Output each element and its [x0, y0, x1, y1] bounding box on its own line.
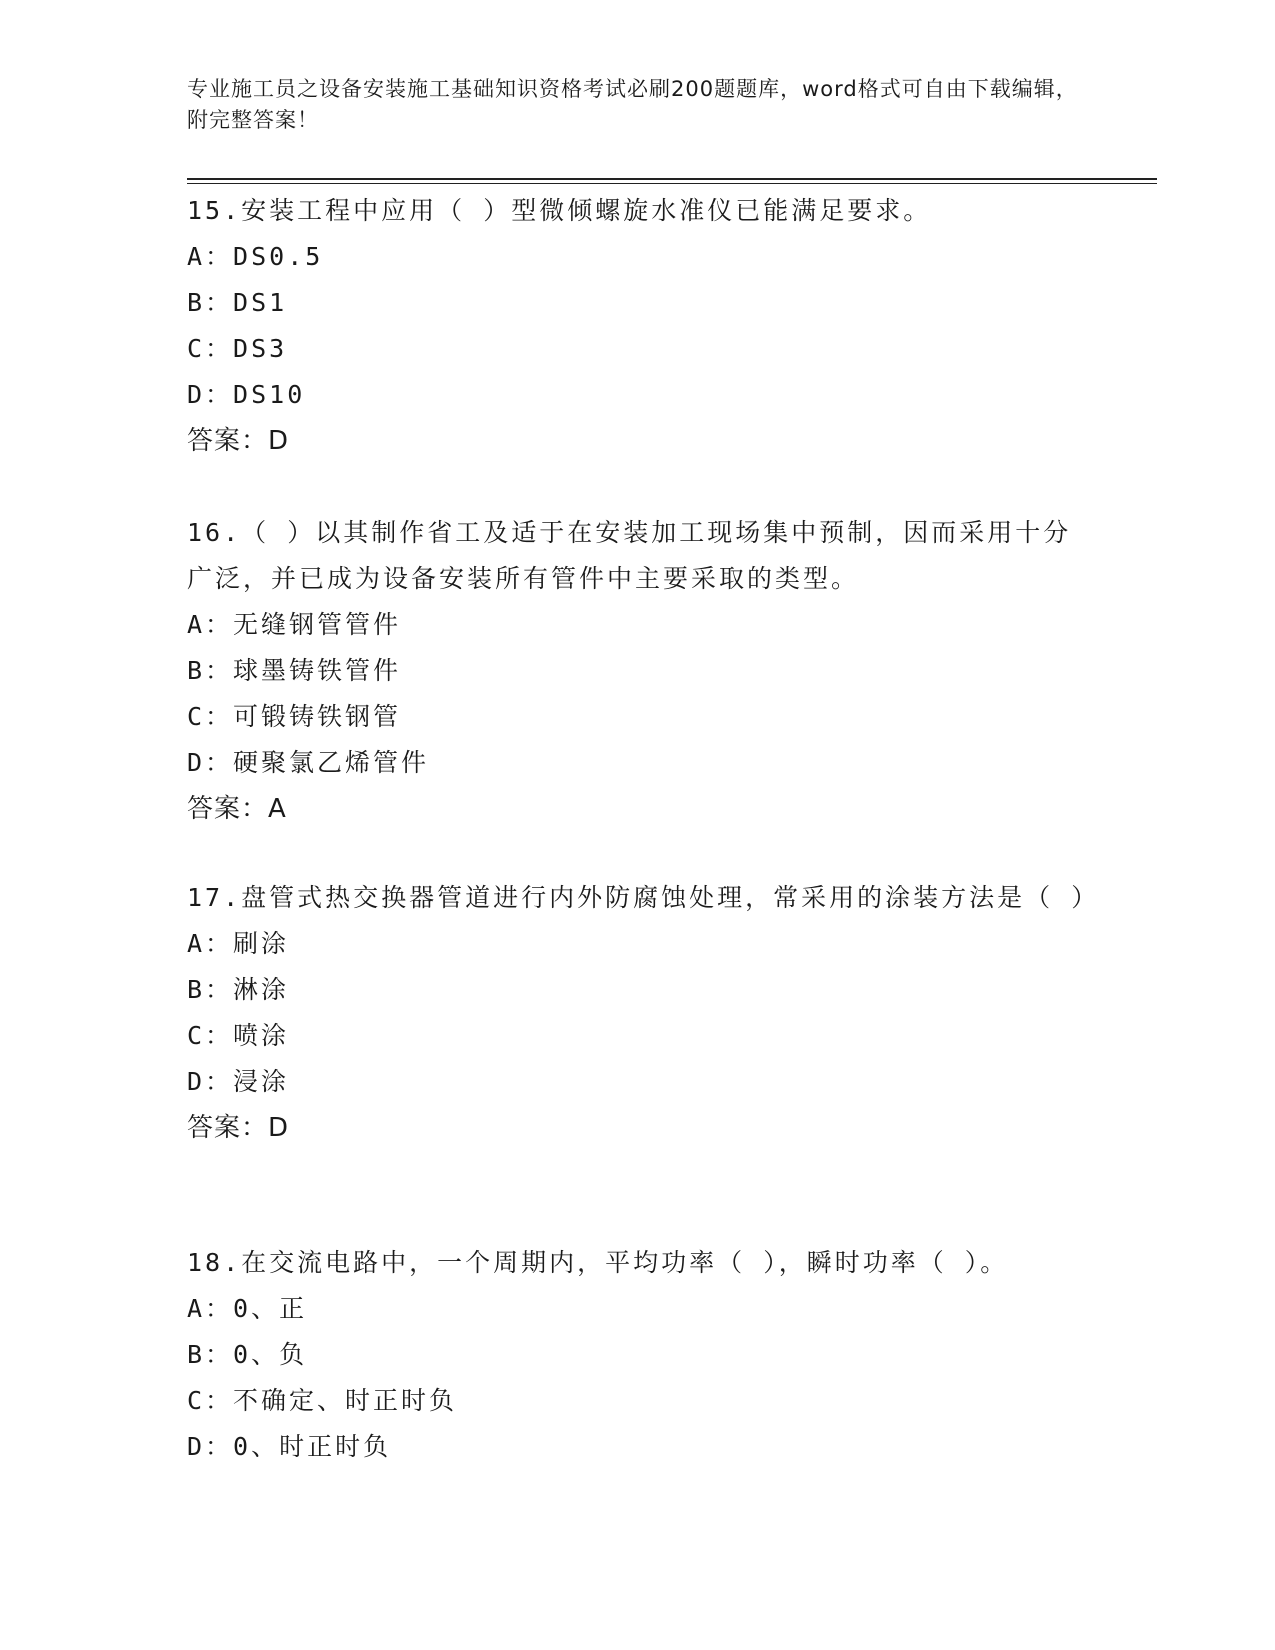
question-18	[187, 1240, 1087, 1470]
document-intro: 专业施工员之设备安装施工基础知识资格考试必刷200题题库，word格式可自由下载编辑，附完整答案！	[187, 77, 1078, 132]
option-d: D：DS10	[187, 380, 306, 409]
option-a: A：刷涂	[187, 929, 290, 958]
question-15	[187, 188, 1087, 464]
question-16	[187, 510, 1087, 832]
option-d: D：硬聚氯乙烯管件	[187, 748, 430, 777]
header-divider-thin	[187, 183, 1157, 184]
question-stem: 16.（ ）以其制作省工及适于在安装加工现场集中预制，因而采用十分广泛，并已成为设备安装所有管件中主要采取的类型。	[187, 518, 1072, 593]
option-c: C：不确定、时正时负	[187, 1386, 458, 1415]
option-c: C：DS3	[187, 334, 288, 363]
option-d: D：0、时正时负	[187, 1432, 392, 1461]
question-17	[187, 875, 1100, 1151]
option-b: B：0、负	[187, 1340, 308, 1369]
option-c: C：可锻铸铁钢管	[187, 702, 402, 731]
option-a: A：无缝钢管管件	[187, 610, 402, 639]
question-stem: 15.安装工程中应用（ ）型微倾螺旋水准仪已能满足要求。	[187, 196, 932, 225]
question-stem: 18.在交流电路中，一个周期内，平均功率（ ），瞬时功率（ ）。	[187, 1248, 1009, 1277]
answer: 答案：D	[187, 1113, 290, 1143]
answer: 答案：A	[187, 794, 287, 824]
answer: 答案：D	[187, 426, 290, 456]
option-a: A：0、正	[187, 1294, 308, 1323]
question-stem: 17.盘管式热交换器管道进行内外防腐蚀处理，常采用的涂装方法是（ ）	[187, 883, 1100, 912]
header-divider	[187, 178, 1157, 180]
option-b: B：球墨铸铁管件	[187, 656, 402, 685]
option-b: B：淋涂	[187, 975, 290, 1004]
option-d: D：浸涂	[187, 1067, 290, 1096]
option-a: A：DS0.5	[187, 242, 324, 271]
option-b: B：DS1	[187, 288, 288, 317]
option-c: C：喷涂	[187, 1021, 290, 1050]
